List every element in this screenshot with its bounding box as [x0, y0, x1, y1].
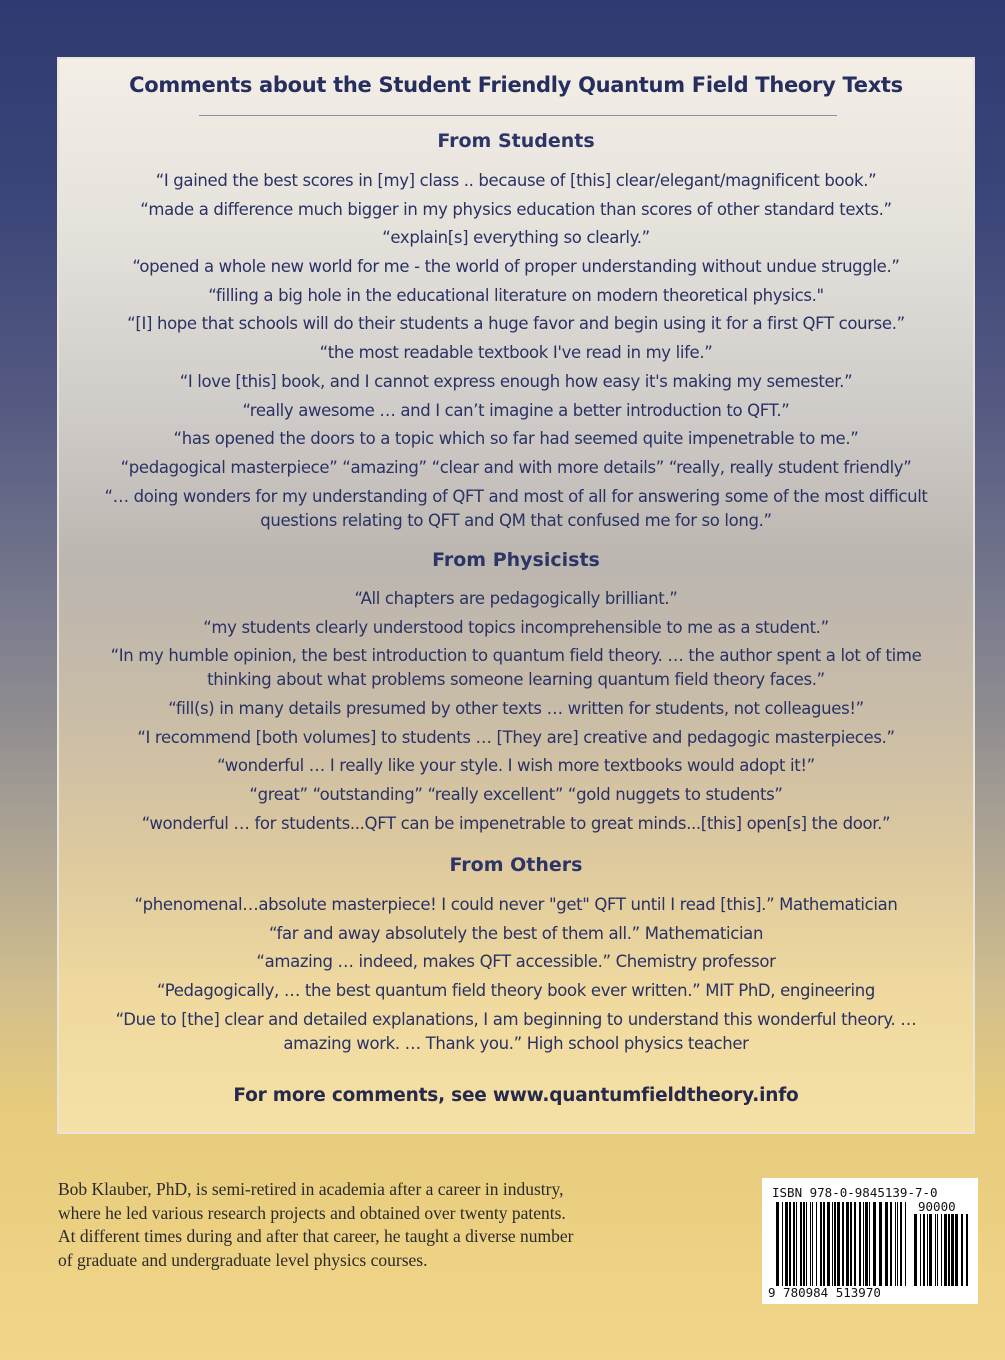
quote-item [67, 255, 965, 279]
bio-line: where he led various research projects and obtained over twenty patents. [58, 1202, 566, 1223]
quote-item [67, 950, 965, 974]
barcode-bar [842, 1202, 844, 1286]
quote-line: “opened a whole new world for me - the world of proper understanding without undue struggle.” [132, 257, 900, 277]
quote-item [67, 370, 965, 394]
quote-item [67, 198, 965, 222]
barcode-bar [951, 1214, 954, 1286]
barcode-bar [897, 1202, 898, 1286]
heading-from-students: From Students [437, 130, 595, 152]
quote-item [67, 456, 965, 480]
quote-line: “great” “outstanding” “really excellent” “gold nuggets to students” [249, 785, 783, 805]
barcode-bar [812, 1202, 813, 1286]
quote-item [67, 399, 965, 423]
author-bio [58, 1178, 698, 1272]
barcode-bar [885, 1202, 888, 1286]
quote-line: “I gained the best scores in [my] class .. because of [this] clear/elegant/magnificent book.” [155, 171, 877, 190]
quote-line: thinking about what problems someone learning quantum field theory faces.” [207, 670, 825, 690]
quote-line: “my students clearly understood topics incomprehensible to me as a student.” [203, 617, 829, 637]
barcode-bar [890, 1202, 892, 1286]
quote-item [67, 922, 965, 946]
barcode-bar [948, 1214, 950, 1286]
barcode-bar [935, 1214, 936, 1286]
barcode-bar [827, 1202, 830, 1286]
title-divider [199, 115, 837, 116]
barcode-bar [834, 1202, 836, 1286]
quote-line: “made a difference much bigger in my physics education than scores of other standard texts.” [140, 199, 892, 219]
student-quotes-list [67, 169, 965, 537]
barcode-bar [895, 1202, 896, 1286]
barcode-bar [869, 1202, 870, 1286]
quote-item [67, 1008, 965, 1056]
price-code: 90000 [918, 1199, 956, 1214]
quote-item [67, 427, 965, 451]
barcode-bar [810, 1202, 811, 1286]
quote-item [67, 644, 965, 692]
ean13-bars [776, 1202, 906, 1286]
quote-line: “the most readable textbook I've read in my life.” [319, 343, 713, 363]
quote-item [67, 341, 965, 365]
quote-item [67, 893, 965, 917]
barcode-bar [937, 1214, 938, 1286]
quote-item [67, 979, 965, 1003]
barcode-bar [823, 1202, 825, 1286]
barcode-bar [850, 1202, 852, 1286]
barcode-bar [929, 1214, 932, 1286]
quote-line: “wonderful … for students...QFT can be impenetrable to great minds...[this] open[s] the door.” [141, 813, 891, 833]
barcode-bar [927, 1214, 928, 1286]
more-comments-link-text: For more comments, see www.quantumfieldtheory.info [233, 1085, 799, 1106]
barcode-bar [789, 1202, 791, 1286]
barcode-bar [863, 1202, 864, 1286]
barcode-bar [793, 1202, 795, 1286]
bio-line: Bob Klauber, PhD, is semi-retired in academia after a career in industry, [58, 1179, 564, 1199]
barcode-bar [846, 1202, 849, 1286]
others-quotes-list [67, 893, 965, 1060]
quote-line: “far and away absolutely the best of them all.” Mathematician [268, 923, 764, 943]
barcode-bar [800, 1202, 802, 1286]
quote-line: “explain[s] everything so clearly.” [382, 228, 650, 248]
quote-item [67, 169, 965, 193]
quote-line: “… doing wonders for my understanding of QFT and most of all for answering some of the most difficult [104, 486, 928, 506]
quote-item [67, 485, 965, 533]
quote-line: amazing work. … Thank you.” High school physics teacher [283, 1033, 749, 1053]
quote-line: “Pedagogically, … the best quantum field theory book ever written.” MIT PhD, engineering [157, 981, 875, 1001]
barcode-bar [966, 1214, 968, 1286]
quote-line: “really awesome … and I can’t imagine a better introduction to QFT.” [242, 400, 790, 420]
barcode-bar [776, 1202, 779, 1286]
quote-line: “fill(s) in many details presumed by other texts … written for students, not colleagues!” [168, 699, 864, 719]
quote-item [67, 726, 965, 750]
isbn-barcode [762, 1178, 978, 1304]
barcode-bar [920, 1214, 921, 1286]
quote-line: “In my humble opinion, the best introduction to quantum field theory. … the author spent a lot of time [110, 646, 922, 666]
quote-item [67, 812, 965, 836]
isbn-label: ISBN 978-0-9845139-7-0 [772, 1185, 938, 1200]
barcode-bar [941, 1214, 942, 1286]
barcode-bar [832, 1202, 833, 1286]
barcode-bar [873, 1202, 876, 1286]
quote-item [67, 754, 965, 778]
bio-line: At different times during and after that career, he taught a diverse number [58, 1226, 574, 1246]
quote-line: questions relating to QFT and QM that confused me for so long.” [260, 510, 772, 530]
barcode-bar [905, 1202, 906, 1286]
quote-item [67, 284, 965, 308]
quote-line: “All chapters are pedagogically brilliant.” [354, 589, 678, 608]
barcode-bar [879, 1202, 882, 1286]
quote-line: “pedagogical masterpiece” “amazing” “clear and with more details” “really, really student friendly” [120, 457, 912, 477]
barcode-bar [803, 1202, 805, 1286]
barcode-bar [961, 1214, 963, 1286]
quote-line: “I love [this] book, and I cannot express enough how easy it's making my semester.” [179, 371, 853, 391]
quote-line: “[I] hope that schools will do their students a huge favor and begin using it for a first QFT course.” [127, 314, 905, 334]
quote-line: “filling a big hole in the educational literature on modern theoretical physics." [208, 285, 824, 305]
quote-line: “I recommend [both volumes] to students … [They are] creative and pedagogic masterpieces.” [137, 727, 895, 747]
barcode-bar [914, 1214, 917, 1286]
quote-line: “has opened the doors to a topic which so far had seemed quite impenetrable to me.” [173, 429, 859, 449]
quote-item [67, 697, 965, 721]
barcode-bar [837, 1202, 840, 1286]
quote-item [67, 312, 965, 336]
barcode-bar [854, 1202, 856, 1286]
quote-line: “phenomenal…absolute masterpiece! I could never "get" QFT until I read [this].” Mathematician [134, 895, 898, 914]
barcode-bar [900, 1202, 902, 1286]
ean-digits: 9 780984 513970 [768, 1285, 881, 1300]
barcode-bar [782, 1202, 783, 1286]
quote-item [67, 616, 965, 640]
quote-item [67, 587, 965, 611]
quote-line: “wonderful … I really like your style. I wish more textbooks would adopt it!” [217, 756, 815, 776]
comments-panel [57, 57, 975, 1134]
barcode-bar [944, 1214, 947, 1286]
barcode-bar [816, 1202, 817, 1286]
barcode-bar [859, 1202, 861, 1286]
physicist-quotes-list [67, 587, 965, 841]
heading-from-others: From Others [449, 854, 583, 876]
quote-line: “Due to [the] clear and detailed explanations, I am beginning to understand this wonderful theory. … [115, 1009, 917, 1029]
barcode-bar [785, 1202, 788, 1286]
quote-item [67, 783, 965, 807]
quote-item [67, 226, 965, 250]
barcode-bar [820, 1202, 822, 1286]
ean5-addon-bars [914, 1214, 968, 1286]
quote-line: “amazing … indeed, makes QFT accessible.” Chemistry professor [256, 952, 776, 972]
barcode-bar [865, 1202, 868, 1286]
barcode-bar [923, 1214, 925, 1286]
heading-from-physicists: From Physicists [432, 549, 600, 571]
barcode-bar [806, 1202, 807, 1286]
barcode-bar [955, 1214, 958, 1286]
barcode-bar [796, 1202, 797, 1286]
panel-title: Comments about the Student Friendly Quantum Field Theory Texts [129, 73, 903, 97]
bio-line: of graduate and undergraduate level physics courses. [58, 1249, 428, 1270]
